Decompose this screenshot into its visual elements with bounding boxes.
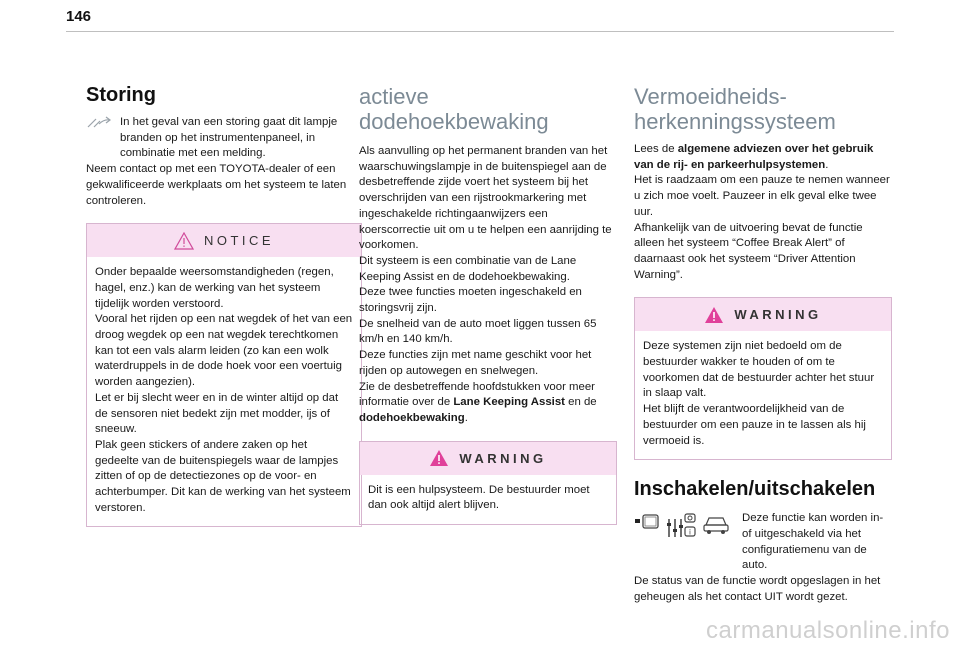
storing-intro: [86, 115, 362, 162]
lane-warning-light-icon: [86, 115, 120, 131]
dodehoek-paragraph: De snelheid van de auto moet liggen tussen 65 km/h en 140 km/h.: [359, 317, 597, 346]
storing-intro-text: In het geval van een storing gaat dit lampje branden op het instrumentenpaneel, in combinatie met een melding.: [120, 116, 338, 160]
icons-group: [634, 511, 742, 539]
warning-body-2: [635, 331, 891, 459]
inschakelen-intro: [634, 511, 892, 574]
warning-paragraph: Deze systemen zijn niet bedoeld om de bestuurder wakker te houden of om te voorkomen dat de bestuurder achter het stuur in slaap valt.: [643, 340, 875, 400]
dodehoek-paragraph: Deze functies zijn met name geschikt voor het rijden op autowegen en snelwegen.: [359, 349, 592, 377]
reference-dodehoek: dodehoekbewaking: [359, 411, 465, 424]
notice-paragraph: Vooral het rijden op een nat wegdek of het van een droog wegdek op een nat wegdek terechtkomen kan tot een vals alarm leiden (zo kan een wolk waterdruppels in de dode hoek voor een voertuig worden aangezien).: [95, 313, 353, 389]
warning-header: [360, 442, 616, 475]
warning-title-2: WARNING: [734, 307, 822, 323]
section-title-inschakelen: Inschakelen/uitschakelen: [634, 478, 876, 501]
notice-title: NOTICE: [203, 233, 275, 249]
lead-end: .: [825, 158, 829, 171]
notice-box: [86, 223, 362, 527]
warning-header-2: [635, 298, 891, 331]
vermoeidheid-paragraph: Het is raadzaam om een pauze te nemen wanneer u zich moe voelt. Pauzeer in elk geval elke twee uur.: [634, 174, 890, 218]
reference-prefix: Zie de desbetreffende hoofdstukken voor meer informatie over de: [359, 380, 595, 409]
vermoeidheid-lead: [634, 142, 892, 173]
svg-text:i: i: [689, 528, 691, 537]
title-line-2: herkenningssysteem: [634, 109, 836, 134]
vermoeidheid-paragraph: Afhankelijk van de uitvoering bevat de functie alleen het systeem “Coffee Break Alert” of daarnaast ook het systeem “Driver Attention Warning”.: [634, 221, 863, 281]
section-title-dodehoek: actieve dodehoekbewaking: [359, 84, 549, 134]
warning-box-2: [634, 297, 892, 460]
warning-triangle-icon: [704, 306, 724, 324]
watermark: carmanualsonline.info: [706, 617, 950, 644]
dodehoek-reference: [359, 380, 617, 427]
touchscreen-icon: [634, 513, 660, 531]
notice-header: [87, 224, 361, 257]
section-title-vermoeidheid: [634, 84, 892, 134]
column-storing: [86, 80, 362, 527]
lead-bold: algemene adviezen over het gebruik van de rij- en parkeerhulpsystemen: [634, 143, 874, 171]
notice-paragraph: Let er bij slecht weer en in de winter altijd op dat de sensoren niet bedekt zijn met modder, ijs of sneeuw.: [95, 391, 339, 436]
warning-box: [359, 441, 617, 525]
section-title-storing: Storing: [86, 84, 156, 106]
reference-mid: en de: [564, 396, 597, 409]
warning-title: WARNING: [459, 450, 547, 466]
notice-body: [87, 257, 361, 526]
reference-lane-keeping: Lane Keeping Assist: [453, 396, 565, 409]
dodehoek-paragraph: Dit systeem is een combinatie van de Lane Keeping Assist en de dodehoekbewaking.: [359, 254, 577, 283]
page-number: 146: [66, 8, 92, 25]
title-line-1: Vermoeidheids-: [634, 84, 787, 109]
warning-triangle-icon: [429, 449, 449, 467]
notice-paragraph: Plak geen stickers of andere zaken op het gedeelte van de buitenspiegels waar de lampjes zitten of op de detectiezones op de voor- en achterbumper. Dit kan de werking van het systeem verstoren.: [95, 438, 351, 514]
lead-prefix: Lees de: [634, 143, 678, 155]
notice-triangle-icon: [174, 232, 194, 250]
inschakelen-text: Deze functie kan worden in- of uitgeschakeld via het configuratiemenu van de auto.: [742, 512, 884, 572]
storing-contact-text: Neem contact op met een TOYOTA-dealer of een gekwalificeerde werkplaats om het systeem te laten controleren.: [86, 163, 347, 207]
warning-paragraph: Het blijft de verantwoordelijkheid van de bestuurder om een pauze in te lassen als hij vermoeid is.: [643, 403, 866, 447]
dodehoek-paragraph: Deze twee functies moeten ingeschakeld en storingsvrij zijn.: [359, 286, 582, 315]
notice-paragraph: Onder bepaalde weersomstandigheden (regen, hagel, enz.) kan de werking van het systeem tijdelijk worden verstoord.: [95, 266, 334, 310]
reference-end: .: [464, 411, 468, 424]
dodehoek-paragraph: Als aanvulling op het permanent branden van het waarschuwingslampje in de buitenspiegel aan de desbetreffende zijde voert het systeem bij het overschrijden van een rijstrookmarkering met ingeschakelde richtingaanwijzers een koerscorrectie uit om u te helpen een aanrijding te voorkomen.: [359, 145, 612, 252]
column-dodehoek: [359, 84, 617, 525]
inschakelen-text-2: De status van de functie wordt opgeslagen in het geheugen als het contact UIT wordt gezet.: [634, 575, 881, 603]
warning-text: Dit is een hulpsysteem. De bestuurder moet dan ook altijd alert blijven.: [368, 483, 590, 512]
header-divider: [66, 31, 894, 32]
vehicle-settings-icon: [666, 513, 696, 539]
column-vermoeidheid: [634, 84, 892, 605]
car-icon: [702, 513, 730, 535]
warning-body: [360, 475, 616, 524]
